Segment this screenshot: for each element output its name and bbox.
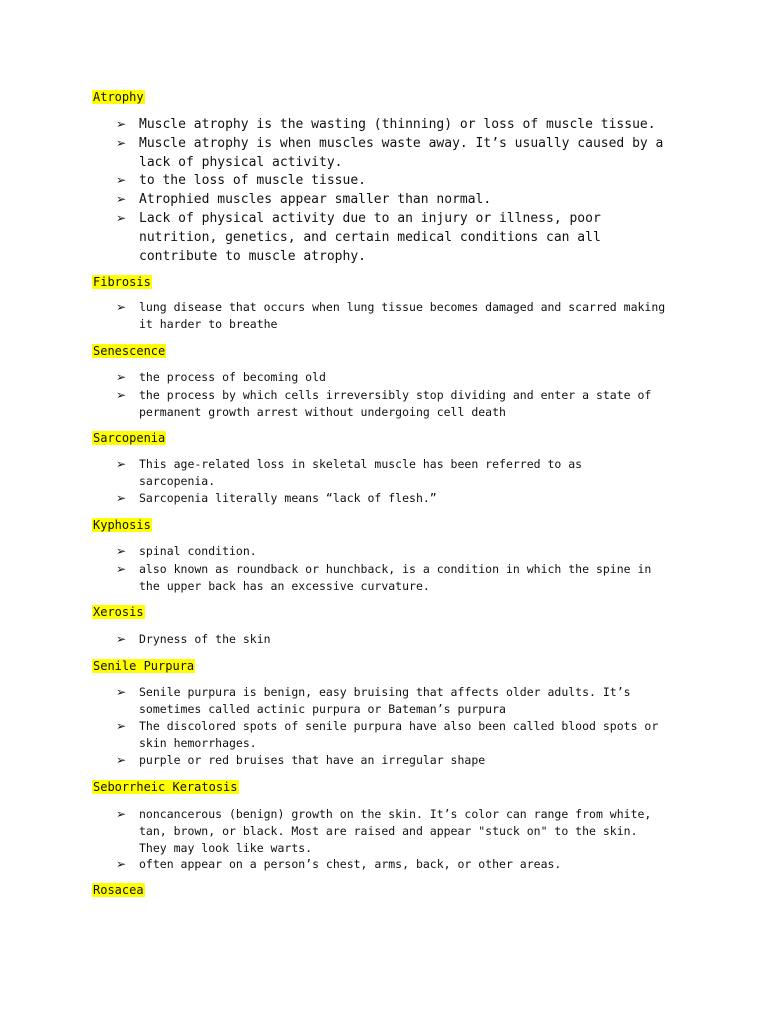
bullet-text-line: Muscle atrophy is when muscles waste away. It’s usually caused by a (139, 136, 664, 151)
arrow-bullet-icon: ➢ (116, 211, 127, 225)
section-heading-text: Kyphosis (93, 518, 151, 532)
arrow-bullet-icon: ➢ (116, 117, 127, 131)
arrow-bullet-icon: ➢ (116, 632, 127, 646)
arrow-bullet-icon: ➢ (116, 370, 127, 384)
arrow-bullet-icon: ➢ (116, 753, 127, 767)
bullet-text-line: tan, brown, or black. Most are raised and appear "stuck on" to the skin. (139, 824, 638, 838)
bullet-text (139, 171, 366, 190)
section-heading-text: Fibrosis (93, 275, 151, 289)
section-heading-text: Senescence (93, 344, 166, 358)
arrow-bullet-icon: ➢ (116, 491, 127, 505)
bullet-text-line: Lack of physical activity due to an injury or illness, poor (139, 211, 601, 226)
bullet-text-line: permanent growth arrest without undergoing cell death (139, 405, 506, 419)
section-heading-text: Senile Purpura (93, 659, 195, 673)
bullet-text-line: sometimes called actinic purpura or Bateman’s purpura (139, 702, 506, 716)
bullet-text-line: noncancerous (benign) growth on the skin. It’s color can range from white, (139, 807, 652, 821)
section-heading-text: Atrophy (93, 90, 144, 104)
bullet-text (139, 543, 257, 560)
bullet-text-line: This age-related loss in skeletal muscle has been referred to as (139, 457, 583, 471)
arrow-bullet-icon: ➢ (116, 300, 127, 314)
section-heading-text: Rosacea (93, 883, 144, 897)
bullet-text-line: the process by which cells irreversibly stop dividing and enter a state of (139, 388, 652, 402)
bullet-text-line: lack of physical activity. (139, 155, 343, 170)
section-heading-text: Seborrheic Keratosis (93, 780, 238, 794)
bullet-text (139, 115, 656, 134)
bullet-text-line: They may look like warts. (139, 841, 313, 855)
bullet-text-line: Muscle atrophy is the wasting (thinning) or loss of muscle tissue. (139, 117, 656, 132)
section-heading-kyphosis (92, 517, 152, 533)
bullet-text-line: it harder to breathe (139, 317, 278, 331)
bullet-text-line: skin hemorrhages. (139, 736, 257, 750)
section-heading-sarcopenia (92, 430, 166, 446)
arrow-bullet-icon: ➢ (116, 192, 127, 206)
section-heading-rosacea (92, 882, 145, 898)
section-heading-xerosis (92, 604, 145, 620)
bullet-text-line: purple or red bruises that have an irregular shape (139, 753, 486, 767)
arrow-bullet-icon: ➢ (116, 388, 127, 402)
bullet-text-line: to the loss of muscle tissue. (139, 173, 366, 188)
arrow-bullet-icon: ➢ (116, 562, 127, 576)
bullet-text (139, 806, 651, 857)
arrow-bullet-icon: ➢ (116, 173, 127, 187)
bullet-text-line: sarcopenia. (139, 474, 216, 488)
section-heading-fibrosis (92, 274, 152, 290)
section-heading-senile-purpura (92, 658, 195, 674)
bullet-text (139, 684, 631, 718)
bullet-text (139, 631, 271, 648)
arrow-bullet-icon: ➢ (116, 136, 127, 150)
section-heading-seborrheic-keratosis (92, 779, 239, 795)
bullet-text-line: the process of becoming old (139, 370, 326, 384)
bullet-text-line: the upper back has an excessive curvature. (139, 579, 430, 593)
arrow-bullet-icon: ➢ (116, 544, 127, 558)
bullet-text-line: Sarcopenia literally means “lack of flesh.” (139, 491, 437, 505)
section-heading-text: Sarcopenia (93, 431, 166, 445)
arrow-bullet-icon: ➢ (116, 807, 127, 821)
bullet-text (139, 134, 663, 172)
bullet-text (139, 752, 485, 769)
bullet-text (139, 456, 582, 490)
arrow-bullet-icon: ➢ (116, 719, 127, 733)
section-heading-senescence (92, 343, 166, 359)
bullet-text-line: often appear on a person’s chest, arms, back, or other areas. (139, 857, 562, 871)
bullet-text (139, 190, 491, 209)
bullet-text-line: The discolored spots of senile purpura have also been called blood spots or (139, 719, 659, 733)
arrow-bullet-icon: ➢ (116, 457, 127, 471)
bullet-text-line: spinal condition. (139, 544, 257, 558)
bullet-text (139, 561, 651, 595)
bullet-text-line: nutrition, genetics, and certain medical conditions can all (139, 230, 601, 245)
bullet-text (139, 299, 665, 333)
section-heading-text: Xerosis (93, 605, 144, 619)
bullet-text-line: contribute to muscle atrophy. (139, 249, 366, 264)
section-heading-atrophy (92, 89, 145, 105)
bullet-text (139, 718, 658, 752)
bullet-text (139, 369, 326, 386)
bullet-text-line: also known as roundback or hunchback, is a condition in which the spine in (139, 562, 652, 576)
bullet-text-line: Dryness of the skin (139, 632, 271, 646)
arrow-bullet-icon: ➢ (116, 685, 127, 699)
bullet-text-line: lung disease that occurs when lung tissue becomes damaged and scarred making (139, 300, 666, 314)
bullet-text (139, 856, 561, 873)
bullet-text (139, 387, 651, 421)
bullet-text (139, 209, 601, 266)
bullet-text-line: Atrophied muscles appear smaller than normal. (139, 192, 492, 207)
bullet-text (139, 490, 437, 507)
arrow-bullet-icon: ➢ (116, 857, 127, 871)
bullet-text-line: Senile purpura is benign, easy bruising that affects older adults. It’s (139, 685, 631, 699)
